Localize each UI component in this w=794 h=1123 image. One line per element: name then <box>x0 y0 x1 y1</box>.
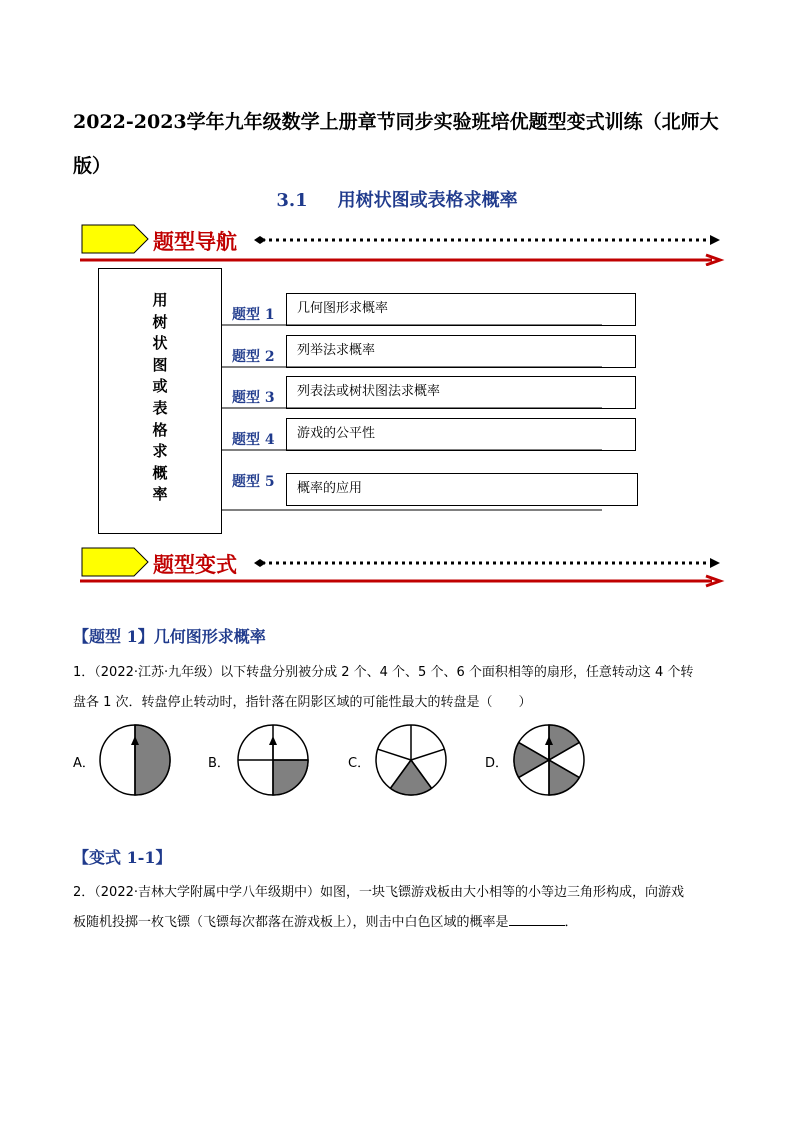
type-label-4: 题型 4 <box>232 432 275 448</box>
nav-box-char: 状 <box>152 334 168 353</box>
nav-box-char: 图 <box>152 355 168 374</box>
nav-banner-label: 题型导航 <box>153 229 237 254</box>
type1-heading: 【题型 1】几何图形求概率 <box>73 627 266 646</box>
type-label-3: 题型 3 <box>232 390 275 406</box>
option-c-label: C． <box>348 756 371 771</box>
banner-arrow-icon <box>82 548 148 576</box>
spinner-b-figure <box>236 723 312 799</box>
nav-box-char: 用 <box>152 291 168 309</box>
question-2-line-2 <box>73 908 728 938</box>
type-box-2: 列举法求概率 <box>286 335 636 368</box>
nav-box-vertical-text <box>98 290 222 506</box>
nav-box-char: 树 <box>152 312 168 331</box>
section-title-text: 用树状图或表格求概率 <box>337 190 518 211</box>
arrowhead-icon <box>710 558 720 568</box>
question-1-line-2: 盘各 1 次．转盘停止转动时，指针落在阴影区域的可能性最大的转盘是（ ） <box>73 695 532 710</box>
question-2-line-2-text: 板随机投掷一枚飞镖（飞镖每次都落在游戏板上），则击中白色区域的概率是 <box>73 915 509 930</box>
type-label-2: 题型 2 <box>232 349 275 365</box>
nav-box-char: 率 <box>152 485 168 504</box>
document-title: 2022-2023学年九年级数学上册章节同步实验班培优题型变式训练（北师大版） <box>73 111 719 177</box>
option-b-label: B． <box>208 756 230 771</box>
diamond-icon <box>254 559 266 567</box>
banner-arrow-icon <box>82 225 148 253</box>
question-2-line-2-end: ． <box>564 915 578 930</box>
spinner-d-figure <box>512 723 588 799</box>
type-box-5: 概率的应用 <box>286 473 638 506</box>
option-a-label: A． <box>73 756 95 771</box>
section-title <box>0 186 794 212</box>
diamond-icon <box>254 236 266 244</box>
question-2-line-1: 2．（2022·吉林大学附属中学八年级期中）如图，一块飞镖游戏板由大小相等的小等边三角形构成，向游戏 <box>73 885 684 900</box>
nav-box-label <box>98 290 222 506</box>
variant-1-1-heading: 【变式 1-1】 <box>73 848 172 867</box>
type-box-3: 列表法或树状图法求概率 <box>286 376 636 409</box>
type-label-1: 题型 1 <box>232 307 275 323</box>
nav-box-char: 表 <box>152 398 168 417</box>
answer-blank[interactable] <box>509 911 565 926</box>
option-d-label: D． <box>485 756 509 771</box>
question-1-line-1: 1．（2022·江苏·九年级）以下转盘分别被分成 2 个、4 个、5 个、6 个面积相等的扇形，任意转动这 4 个转 <box>73 665 694 680</box>
section-number: 3.1 <box>276 190 308 211</box>
spinner-a-figure <box>98 723 174 799</box>
variants-banner-label: 题型变式 <box>153 552 237 577</box>
nav-box-char: 格 <box>152 420 168 439</box>
type-box-4: 游戏的公平性 <box>286 418 636 451</box>
nav-box-char: 求 <box>152 442 168 461</box>
spinner-c-figure <box>374 723 450 799</box>
type-label-5: 题型 5 <box>232 474 275 490</box>
nav-box-char: 概 <box>152 463 168 482</box>
arrowhead-icon <box>710 235 720 245</box>
type-box-1: 几何图形求概率 <box>286 293 636 326</box>
nav-box-char: 或 <box>152 377 168 396</box>
